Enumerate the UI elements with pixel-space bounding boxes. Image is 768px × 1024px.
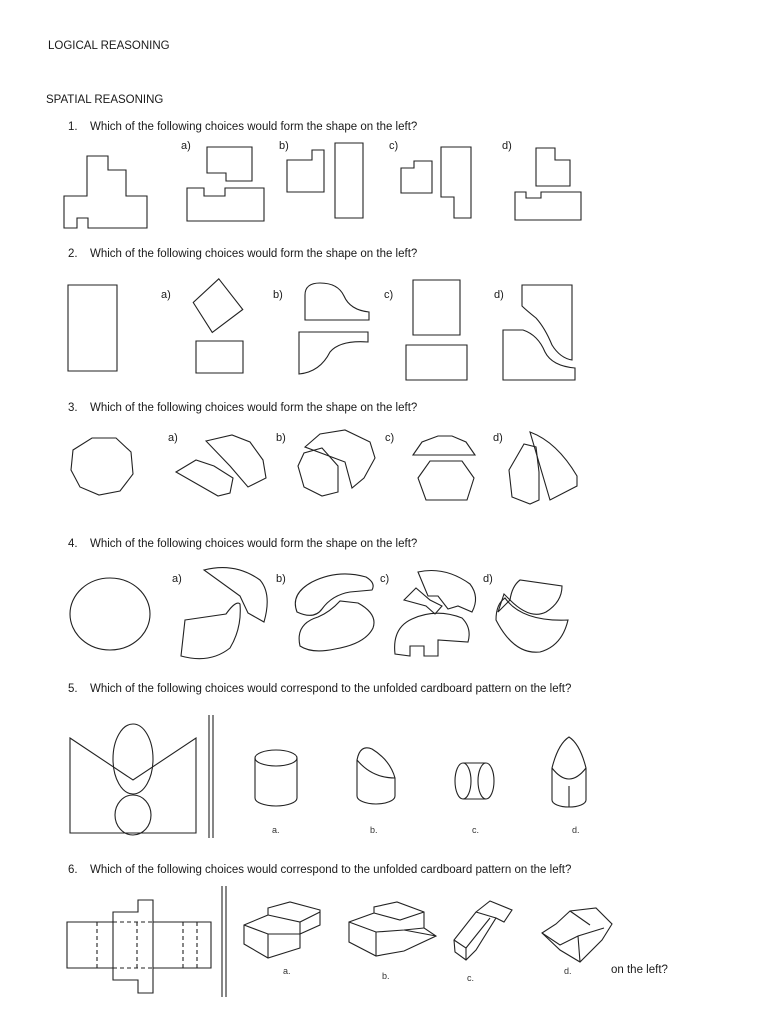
q3-option-b-label: b) (276, 432, 286, 444)
q6-option-c-label: c. (467, 973, 475, 983)
q4-option-a (181, 568, 267, 659)
q5-option-d-label: d. (572, 825, 580, 835)
q1-option-c-label: c) (389, 140, 399, 152)
q2-option-b-label: b) (273, 289, 283, 301)
q4-option-c (395, 571, 476, 657)
page-title: LOGICAL REASONING (48, 40, 170, 52)
q6-option-d-label: d. (564, 966, 572, 976)
question-text: Which of the following choices would correspond to the unfolded cardboard pattern on the left? (90, 864, 572, 876)
question-text: Which of the following choices would form the shape on the left? (90, 248, 418, 260)
q2-option-d (503, 285, 575, 380)
q3-option-a (176, 435, 266, 496)
q1-option-d (515, 148, 581, 220)
q6-divider (222, 886, 226, 997)
question-text: Which of the following choices would form the shape on the left? (90, 538, 418, 550)
q1-target-shape (64, 156, 147, 228)
q4-option-d-label: d) (483, 573, 493, 585)
question-text: Which of the following choices would form the shape on the left? (90, 121, 418, 133)
q1-option-c (401, 147, 471, 218)
q1-option-a (187, 147, 264, 221)
q3-option-c (413, 436, 475, 500)
q4-option-b (295, 574, 374, 651)
q3-option-d (509, 432, 577, 504)
question-number: 2. (68, 248, 78, 260)
q5-option-b-cut-cylinder (357, 748, 395, 804)
q6-cardboard-pattern (67, 900, 211, 993)
q5-option-a-cylinder (255, 750, 297, 806)
q5-divider (209, 715, 213, 838)
q2-option-c (406, 280, 467, 380)
q4-option-c-label: c) (380, 573, 390, 585)
q6-option-d-angled-block (542, 908, 612, 962)
q5-option-d-pointed-cylinder (552, 737, 586, 807)
question-text: Which of the following choices would form the shape on the left? (90, 402, 418, 414)
q2-option-b (299, 283, 369, 374)
q2-target-shape (68, 285, 117, 371)
q1-option-b-label: b) (279, 140, 289, 152)
q6-option-a-label: a. (283, 966, 291, 976)
q4-option-a-label: a) (172, 573, 182, 585)
q5-cardboard-pattern (70, 724, 196, 835)
q2-option-a (189, 276, 246, 373)
q5-option-c-horizontal-cylinder (455, 763, 494, 799)
q6-option-b-steps (349, 902, 436, 956)
q2-option-c-label: c) (384, 289, 394, 301)
section-title: SPATIAL REASONING (46, 94, 164, 106)
q6-option-c-angled-block (454, 901, 512, 960)
q5-option-a-label: a. (272, 825, 280, 835)
q1-option-b (287, 143, 363, 218)
q1-option-a-label: a) (181, 140, 191, 152)
q6-option-a-steps (244, 902, 320, 958)
q5-option-c-label: c. (472, 825, 480, 835)
question-number: 4. (68, 538, 78, 550)
q3-target-shape (71, 438, 133, 495)
q3-option-d-label: d) (493, 432, 503, 444)
q4-target-shape (70, 578, 150, 650)
question-number: 6. (68, 864, 78, 876)
q1-option-d-label: d) (502, 140, 512, 152)
question-number: 5. (68, 683, 78, 695)
overflow-text: on the left? (611, 964, 668, 976)
q2-option-d-label: d) (494, 289, 504, 301)
q4-option-b-label: b) (276, 573, 286, 585)
question-number: 3. (68, 402, 78, 414)
q6-option-b-label: b. (382, 971, 390, 981)
q4-option-d (496, 580, 568, 652)
q3-option-c-label: c) (385, 432, 395, 444)
question-text: Which of the following choices would correspond to the unfolded cardboard pattern on the left? (90, 683, 572, 695)
q3-option-a-label: a) (168, 432, 178, 444)
q5-option-b-label: b. (370, 825, 378, 835)
q2-option-a-label: a) (161, 289, 171, 301)
q3-option-b (298, 430, 375, 496)
question-number: 1. (68, 121, 78, 133)
